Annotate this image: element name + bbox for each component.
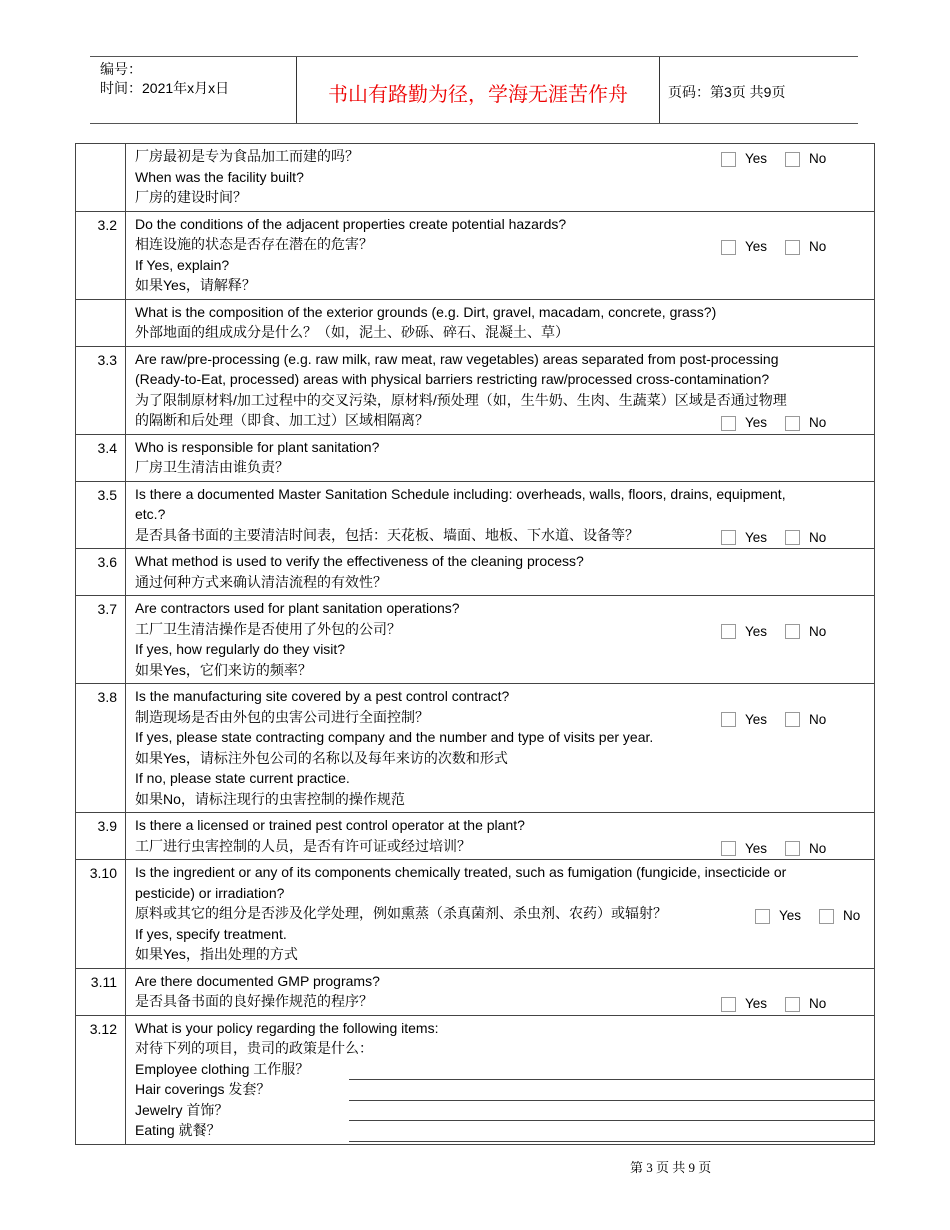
question-line bbox=[135, 369, 874, 390]
question-text: What is the composition of the exterior grounds (e.g. Dirt, gravel, macadam, concrete, grass?) bbox=[135, 303, 717, 320]
no-label: No bbox=[809, 840, 827, 856]
question-content bbox=[126, 144, 875, 212]
no-label: No bbox=[809, 623, 827, 639]
question-text: 相连设施的状态是否存在潜在的危害？ bbox=[135, 236, 373, 252]
question-row bbox=[76, 549, 875, 596]
yes-label: Yes bbox=[745, 623, 768, 639]
question-text: Employee clothing 工作服？ bbox=[135, 1060, 310, 1077]
yes-checkbox[interactable] bbox=[721, 624, 736, 639]
question-row bbox=[76, 434, 875, 481]
question-row bbox=[76, 346, 875, 434]
question-line bbox=[135, 707, 874, 728]
question-line bbox=[135, 275, 874, 296]
yes-label: Yes bbox=[745, 996, 768, 1011]
question-line bbox=[135, 322, 874, 343]
question-text: If no, please state current practice. bbox=[135, 770, 350, 786]
question-number: 3.5 bbox=[76, 481, 126, 549]
question-text: If yes, please state contracting company and the number and type of visits per year. bbox=[135, 729, 654, 745]
no-checkbox[interactable] bbox=[785, 240, 800, 255]
question-text: 厂房的建设时间？ bbox=[135, 189, 247, 205]
question-number: 3.2 bbox=[76, 211, 126, 299]
question-line bbox=[135, 572, 874, 593]
yes-label: Yes bbox=[745, 151, 768, 166]
question-line bbox=[135, 991, 874, 1012]
question-row bbox=[76, 860, 875, 969]
question-content bbox=[126, 813, 875, 860]
yes-no-checkbox-group bbox=[721, 994, 826, 1015]
yes-no-checkbox-group bbox=[721, 839, 826, 860]
question-line bbox=[135, 504, 874, 525]
question-line bbox=[135, 187, 874, 208]
question-text: 通过何种方式来确认清洁流程的有效性？ bbox=[135, 573, 387, 590]
question-line bbox=[135, 660, 874, 681]
question-text: etc.? bbox=[135, 506, 166, 522]
question-text: 制造现场是否由外包的虫害公司进行全面控制？ bbox=[135, 708, 429, 725]
question-line bbox=[135, 1100, 874, 1121]
no-label: No bbox=[809, 711, 827, 727]
question-content bbox=[126, 684, 875, 813]
no-checkbox[interactable] bbox=[785, 997, 800, 1012]
question-number: 3.12 bbox=[76, 1015, 126, 1144]
question-row bbox=[76, 299, 875, 346]
question-text: 外部地面的组成成分是什么？（如，泥土、砂砾、碎石、混凝土、草） bbox=[135, 324, 569, 340]
question-text: 原料或其它的组分是否涉及化学处理，例如熏蒸（杀真菌剂、杀虫剂、农药）或辐射？ bbox=[135, 905, 667, 921]
question-line bbox=[135, 836, 874, 857]
question-text: Eating 就餐？ bbox=[135, 1122, 221, 1138]
question-text: If yes, how regularly do they visit? bbox=[135, 641, 346, 657]
question-line bbox=[135, 167, 874, 188]
question-number: 3.6 bbox=[76, 549, 126, 596]
question-line bbox=[135, 727, 874, 748]
serial-label: 编号： bbox=[100, 61, 142, 77]
question-line bbox=[135, 639, 874, 660]
question-line bbox=[135, 1059, 874, 1080]
question-text: Who is responsible for plant sanitation? bbox=[135, 438, 380, 455]
question-content bbox=[126, 346, 875, 434]
question-number: 3.10 bbox=[76, 860, 126, 969]
header-page-info: 页码：第3页 共9页 bbox=[668, 84, 786, 100]
question-row bbox=[76, 481, 875, 549]
yes-checkbox[interactable] bbox=[721, 240, 736, 255]
question-line bbox=[135, 214, 874, 235]
question-line bbox=[135, 349, 874, 370]
question-text: When was the facility built? bbox=[135, 168, 304, 185]
yes-checkbox[interactable] bbox=[755, 909, 770, 924]
question-text: 工厂卫生清洁操作是否使用了外包的公司？ bbox=[135, 620, 401, 637]
question-text: What method is used to verify the effectiveness of the cleaning process? bbox=[135, 553, 584, 569]
question-line bbox=[135, 944, 874, 965]
no-checkbox[interactable] bbox=[785, 416, 800, 431]
question-line bbox=[135, 1079, 874, 1100]
page-footer: 第 3 页 共 9 页 bbox=[630, 1160, 712, 1175]
no-checkbox[interactable] bbox=[819, 909, 834, 924]
question-content bbox=[126, 211, 875, 299]
question-text: pesticide) or irradiation? bbox=[135, 884, 285, 901]
question-line bbox=[135, 1018, 874, 1039]
yes-label: Yes bbox=[745, 840, 768, 856]
question-line bbox=[135, 971, 874, 992]
question-line bbox=[135, 598, 874, 619]
no-checkbox[interactable] bbox=[785, 530, 800, 545]
question-line bbox=[135, 390, 874, 411]
question-content bbox=[126, 549, 875, 596]
question-line bbox=[135, 619, 874, 640]
question-number: 3.7 bbox=[76, 596, 126, 684]
question-content bbox=[126, 481, 875, 549]
question-text: (Ready-to-Eat, processed) areas with physical barriers restricting raw/processed cross-contamination? bbox=[135, 371, 770, 387]
yes-no-checkbox-group bbox=[721, 413, 826, 434]
page-header bbox=[90, 56, 858, 124]
question-line bbox=[135, 768, 874, 789]
question-text: Is the manufacturing site covered by a pest control contract? bbox=[135, 688, 510, 704]
question-row bbox=[76, 144, 875, 212]
question-line bbox=[135, 815, 874, 836]
question-line bbox=[135, 302, 874, 323]
questionnaire-table bbox=[75, 143, 875, 1145]
no-checkbox[interactable] bbox=[785, 624, 800, 639]
question-text: Do the conditions of the adjacent properties create potential hazards? bbox=[135, 215, 567, 232]
question-number bbox=[76, 144, 126, 212]
question-number: 3.4 bbox=[76, 434, 126, 481]
header-motto: 书山有路勤为径，学海无涯苦作舟 bbox=[297, 57, 660, 123]
question-text: Is there a licensed or trained pest control operator at the plant? bbox=[135, 817, 525, 833]
question-line bbox=[135, 234, 874, 255]
question-content bbox=[126, 968, 875, 1015]
header-meta bbox=[90, 57, 297, 123]
yes-no-checkbox-group bbox=[721, 528, 826, 549]
no-checkbox[interactable] bbox=[785, 712, 800, 727]
question-line bbox=[135, 748, 874, 769]
question-row bbox=[76, 1015, 875, 1144]
question-number bbox=[76, 299, 126, 346]
question-text: 如果Yes，请解释？ bbox=[135, 277, 256, 293]
question-text: If Yes, explain? bbox=[135, 256, 230, 273]
no-label: No bbox=[843, 908, 861, 923]
no-checkbox[interactable] bbox=[785, 152, 800, 167]
question-content bbox=[126, 299, 875, 346]
date-label: 时间：2021年x月x日 bbox=[100, 80, 230, 96]
question-content bbox=[126, 596, 875, 684]
yes-checkbox[interactable] bbox=[721, 416, 736, 431]
question-line bbox=[135, 924, 874, 945]
question-text: Are there documented GMP programs? bbox=[135, 972, 380, 989]
no-checkbox[interactable] bbox=[785, 841, 800, 856]
question-line bbox=[135, 410, 874, 431]
no-label: No bbox=[809, 151, 827, 166]
question-text: 是否具备书面的良好操作规范的程序？ bbox=[135, 993, 373, 1009]
question-text: Are contractors used for plant sanitation operations? bbox=[135, 600, 460, 616]
question-row bbox=[76, 684, 875, 813]
question-text: 厂房卫生清洁由谁负责？ bbox=[135, 459, 289, 475]
yes-label: Yes bbox=[745, 239, 768, 254]
question-text: 如果Yes，指出处理的方式 bbox=[135, 946, 298, 962]
question-number: 3.9 bbox=[76, 813, 126, 860]
question-line bbox=[135, 1038, 874, 1059]
question-line bbox=[135, 789, 874, 810]
yes-checkbox[interactable] bbox=[721, 841, 736, 856]
question-text: 如果No，请标注现行的虫害控制的操作规范 bbox=[135, 790, 405, 807]
question-content bbox=[126, 1015, 875, 1144]
question-text: 对待下列的项目，贵司的政策是什么： bbox=[135, 1040, 373, 1056]
no-label: No bbox=[809, 529, 827, 545]
question-number: 3.8 bbox=[76, 684, 126, 813]
question-line bbox=[135, 255, 874, 276]
question-text: If yes, specify treatment. bbox=[135, 925, 287, 942]
yes-checkbox[interactable] bbox=[721, 997, 736, 1012]
question-text: Is there a documented Master Sanitation Schedule including: overheads, walls, floors, drains, equipment, bbox=[135, 485, 786, 502]
question-text: Jewelry 首饰？ bbox=[135, 1101, 229, 1118]
question-line bbox=[135, 551, 874, 572]
no-label: No bbox=[809, 239, 827, 254]
question-line bbox=[135, 525, 874, 546]
question-text: Hair coverings 发套？ bbox=[135, 1081, 271, 1097]
question-text: 工厂进行虫害控制的人员，是否有许可证或经过培训？ bbox=[135, 837, 471, 854]
yes-checkbox[interactable] bbox=[721, 712, 736, 727]
question-row bbox=[76, 596, 875, 684]
question-text: 如果Yes，它们来访的频率？ bbox=[135, 661, 312, 678]
question-line bbox=[135, 437, 874, 458]
question-text: What is your policy regarding the following items: bbox=[135, 1019, 439, 1036]
question-number: 3.11 bbox=[76, 968, 126, 1015]
yes-checkbox[interactable] bbox=[721, 152, 736, 167]
yes-label: Yes bbox=[745, 415, 768, 430]
question-row bbox=[76, 968, 875, 1015]
question-line bbox=[135, 903, 874, 924]
question-line bbox=[135, 883, 874, 904]
question-line bbox=[135, 686, 874, 707]
question-content bbox=[126, 434, 875, 481]
yes-label: Yes bbox=[745, 529, 768, 545]
question-line bbox=[135, 457, 874, 478]
question-text: 如果Yes，请标注外包公司的名称以及每年来访的次数和形式 bbox=[135, 749, 508, 766]
yes-checkbox[interactable] bbox=[721, 530, 736, 545]
question-text: Are raw/pre-processing (e.g. raw milk, raw meat, raw vegetables) areas separated from post-processing bbox=[135, 350, 779, 367]
question-text: 为了限制原材料/加工过程中的交叉污染，原材料/预处理（如，生牛奶、生肉、生蔬菜）区域是否通过物理 bbox=[135, 391, 787, 408]
question-text: Is the ingredient or any of its components chemically treated, such as fumigation (fungicide, insecticide or bbox=[135, 864, 787, 880]
question-text: 厂房最初是专为食品加工而建的吗？ bbox=[135, 148, 359, 164]
question-line bbox=[135, 146, 874, 167]
question-text: 是否具备书面的主要清洁时间表，包括：天花板、墙面、地板、下水道、设备等？ bbox=[135, 526, 639, 543]
no-label: No bbox=[809, 996, 827, 1011]
question-content bbox=[126, 860, 875, 969]
question-row bbox=[76, 211, 875, 299]
no-label: No bbox=[809, 415, 827, 430]
yes-label: Yes bbox=[745, 711, 768, 727]
question-text: 的隔断和后处理（即食、加工过）区域相隔离？ bbox=[135, 412, 429, 428]
question-number: 3.3 bbox=[76, 346, 126, 434]
answer-blank-line[interactable] bbox=[349, 1141, 874, 1142]
question-line bbox=[135, 484, 874, 505]
yes-label: Yes bbox=[779, 908, 802, 923]
question-row bbox=[76, 813, 875, 860]
question-line bbox=[135, 862, 874, 883]
question-line bbox=[135, 1120, 874, 1141]
